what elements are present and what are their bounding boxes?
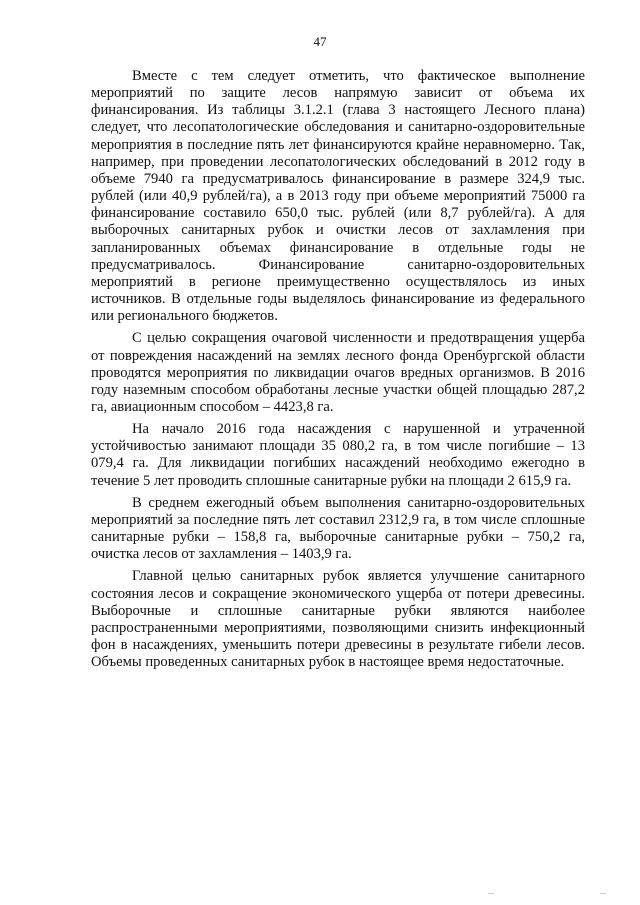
- scan-edge-mark-left: [488, 893, 494, 894]
- paragraph-pest-control: С целью сокращения очаговой численности и предотвращения ущерба от повреждения насаждений на землях лесного фонда Оренбургской области проводятся мероприятия по ликвидации очагов вредных организмов. В 2016 году наземным способом обработаны лесные участки общей площадью 287,2 га, авиационным способом – 4423,8 га.: [91, 330, 585, 415]
- body-text: [91, 68, 585, 671]
- page-number: 47: [313, 34, 327, 49]
- paragraph-sanitary-felling: Главной целью санитарных рубок является улучшение санитарного состояния лесов и сокращение экономического ущерба от потери древесины. Выборочные и сплошные санитарные рубки являются наиболее распространенными мероприятиями, позволяющими снизить инфекционный фон в насаждениях, уменьшить потери древесины в результате гибели лесов. Объемы проведенных санитарных рубок в настоящее время недостаточные.: [91, 568, 585, 671]
- paragraph-annual-volume: В среднем ежегодный объем выполнения санитарно-оздоровительных мероприятий за последние пять лет составил 2312,9 га, в том числе сплошные санитарные рубки – 158,8 га, выборочные санитарные рубки – 750,2 га, очистка лесов от захламления – 1403,9 га.: [91, 494, 585, 563]
- scan-edge-mark-right: [600, 893, 606, 894]
- paragraph-financing: Вместе с тем следует отметить, что фактическое выполнение мероприятий по защите лесов напрямую зависит от объема их финансирования. Из таблицы 3.1.2.1 (глава 3 настоящего Лесного плана) следует, что лесопатологические обследования и санитарно-оздоровительные мероприятия в последние пять лет финансируются крайне неравномерно. Так, например, при проведении лесопатологических обследований в 2012 году в объеме 7940 га предусматривалось финансирование в размере 324,9 тыс. рублей (или 40,9 рублей/га), а в 2013 году при объеме мероприятий 75000 га финансирование составило 650,0 тыс. рублей (или 8,7 рублей/га). А для выборочных санитарных рубок и очистки лесов от захламления при запланированных объемах финансирование в отдельные годы не предусматривалось. Финансирование санитарно-оздоровительных мероприятий в регионе преимущественно осуществлялось из иных источников. В отдельные годы выделялось финансирование из федерального или регионального бюджетов.: [91, 68, 585, 325]
- paragraph-damaged-stands: На начало 2016 года насаждения с нарушенной и утраченной устойчивостью занимают площади 35 080,2 га, в том числе погибшие – 13 079,4 га. Для ликвидации погибших насаждений необходимо ежегодно в течение 5 лет проводить сплошные санитарные рубки на площади 2 615,9 га.: [91, 421, 585, 489]
